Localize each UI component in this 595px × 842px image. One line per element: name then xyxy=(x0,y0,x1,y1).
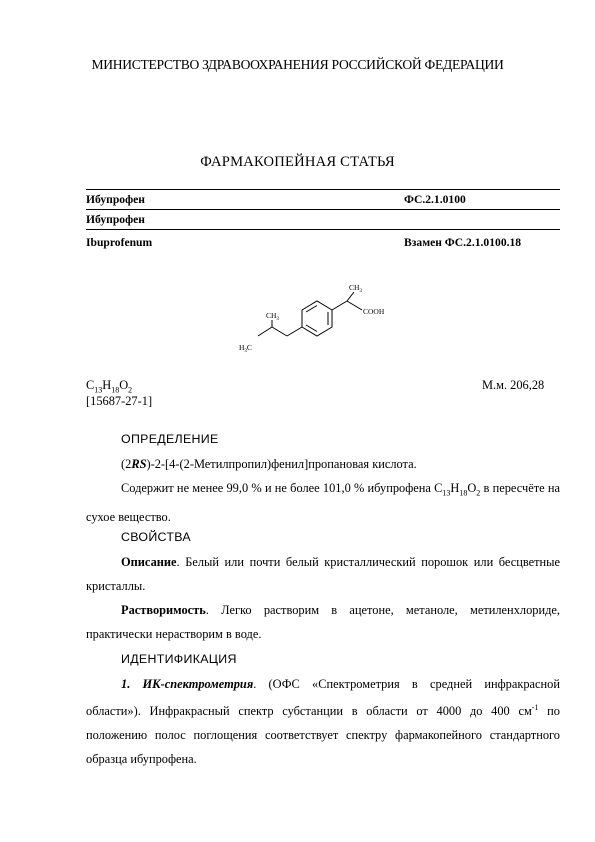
h3c-label: $H_3C$ xyxy=(239,343,252,354)
drug-name-latin: Ibuprofenum xyxy=(86,236,153,249)
identification-block xyxy=(86,672,560,771)
structural-formula xyxy=(236,282,406,360)
drug-name-ru-2: Ибупрофен xyxy=(86,213,145,226)
ch3-top-label: $CH_3$ xyxy=(349,283,362,294)
ch3-left-label: $CH_3$ xyxy=(266,311,279,322)
definition-block xyxy=(86,452,560,529)
section-properties: СВОЙСТВА xyxy=(121,530,191,544)
divider xyxy=(86,189,560,190)
ir-spectrometry-paragraph: 1. ИК-спектрометрия. (ОФС «Спектрометрия в средней инфракрасной области»). Инфракрасный спектр субстанции в области от 4000 до 400 $см^{-1}$ по положению полос поглощения соответствует спектру фармакопейного стандартного образца ибупрофена. xyxy=(86,677,560,767)
section-identification: ИДЕНТИФИКАЦИЯ xyxy=(121,652,237,666)
chemical-name: (2RS)-2-[4-(2-Метилпропил)фенил]пропановая кислота. xyxy=(121,457,417,471)
cooh-label: COOH xyxy=(363,307,385,316)
replaces-article: Взамен ФС.2.1.0100.18 xyxy=(404,236,522,249)
document-title: ФАРМАКОПЕЙНАЯ СТАТЬЯ xyxy=(200,154,395,170)
cas-number: [15687-27-1] xyxy=(86,394,153,408)
divider xyxy=(86,209,560,210)
section-definition: ОПРЕДЕЛЕНИЕ xyxy=(121,432,219,446)
ministry-heading: МИНИСТЕРСТВО ЗДРАВООХРАНЕНИЯ РОССИЙСКОЙ ФЕДЕРАЦИИ xyxy=(91,57,504,72)
drug-name-ru: Ибупрофен xyxy=(86,193,145,206)
properties-block xyxy=(86,550,560,646)
molecular-weight: М.м. 206,28 xyxy=(482,378,545,392)
molecular-formula: $C_{13}H_{18}O_2$ xyxy=(86,378,133,395)
description-paragraph: Описание. Белый или почти белый кристаллический порошок или бесцветные кристаллы. xyxy=(86,555,560,593)
content-statement: Содержит не менее 99,0 % и не более 101,0 % ибупрофена $C_{13}H_{18}O_2$ в пересчёте на сухое вещество. xyxy=(86,481,560,525)
divider xyxy=(86,229,560,230)
article-number: ФС.2.1.0100 xyxy=(404,193,466,206)
solubility-paragraph: Растворимость. Легко растворим в ацетоне, метаноле, метиленхлориде, практически нерастворим в воде. xyxy=(86,603,560,641)
